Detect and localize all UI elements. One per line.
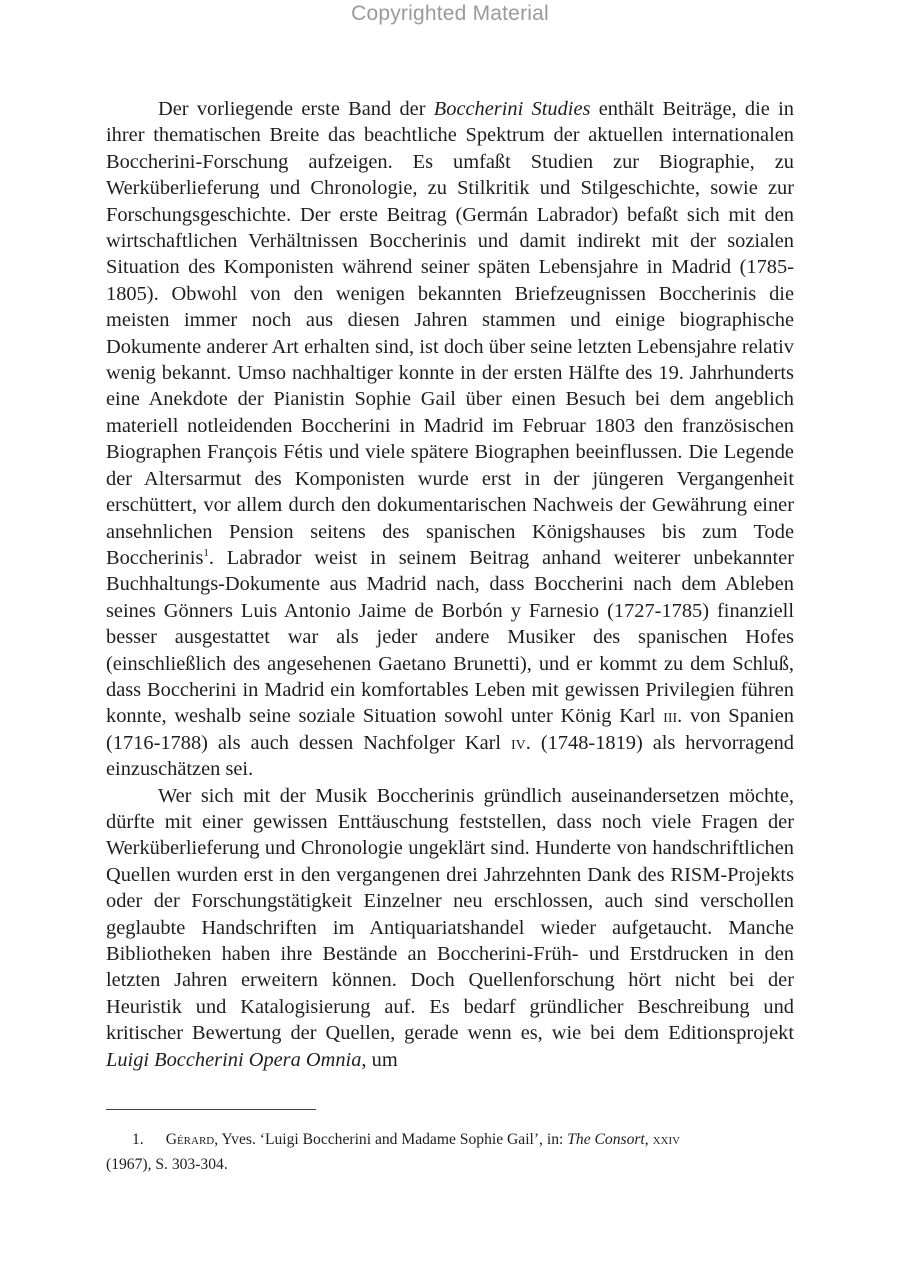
- paragraph-2-text: Wer sich mit der Musik Boccherinis gründlich auseinandersetzen möchte, dürfte mit einer gewissen Enttäuschung feststellen, dass noch viele Fragen der Werküberlieferung und Chronologie ungeklärt sind. Hunderte von handschriftlichen Quellen wurden erst in den vergangenen drei Jahrzehnten Dank des RISM-Projekts oder der Forschungstätigkeit Einzelner neu erschlossen, auch sind verschollen geglaubte Handschriften im Antiquariatshandel wieder aufgetaucht. Manche Bibliotheken haben ihre Bestände an Boccherini-Früh- und Erstdrucken in den letzten Jahren erweitern können. Doch Quellenforschung hört nicht bei der Heuristik und Katalogisierung auf. Es bedarf gründlicher Beschreibung und kritischer Bewertung der Quellen, gerade wenn es, wie bei dem Editionsprojekt: [106, 784, 794, 1045]
- footnote-text: (1967), S. 303-304.: [106, 1156, 228, 1173]
- footnote-author: Gérard: [165, 1131, 215, 1148]
- paragraph-1-text: . (1748-1819) als hervorragend einzuschätzen sei.: [106, 731, 794, 781]
- footnote-volume: xxiv: [652, 1131, 681, 1148]
- paragraph-1: [106, 96, 794, 783]
- body-text: [106, 96, 794, 1073]
- paragraph-2-text: , um: [361, 1048, 398, 1071]
- paragraph-1-text: Der vorliegende erste Band der: [158, 98, 434, 120]
- footnote-reference: 1: [203, 547, 209, 560]
- edition-title: Luigi Boccherini Opera Omnia: [106, 1048, 362, 1071]
- footnote-text: , Yves. ‘Luigi Boccherini and Madame Sophie Gail’, in:: [214, 1131, 568, 1148]
- regnal-numeral: iv: [511, 731, 526, 754]
- footnote-divider: [106, 1109, 316, 1110]
- footnote-journal: The Consort: [567, 1131, 645, 1148]
- paragraph-1-text: . Labrador weist in seinem Beitrag anhand weiterer unbekannter Buchhaltungs-Dokumente aus Madrid nach, dass Boccherini nach dem Ableben seines Gönners Luis Antonio Jaime de Borbón y Farnesio (1727-1785) finanziell besser ausgestattet war als jeder andere Musiker des spanischen Hofes (einschließlich des angesehenen Gaetano Brunetti), und er kommt zu dem Schluß, dass Boccherini in Madrid ein komfortables Leben mit gewissen Privilegien führen konnte, weshalb seine soziale Situation sowohl unter König Karl: [106, 546, 794, 728]
- paragraph-2: [106, 783, 794, 1073]
- series-title: Boccherini Studies: [433, 98, 591, 120]
- paragraph-1-text: enthält Beiträge, die in ihrer thematischen Breite das beachtliche Spektrum der aktuellen internationalen Boccherini-Forschung aufzeigen. Es umfaßt Studien zur Biographie, zu Werküberlieferung und Chronologie, zu Stilkritik und Stilgeschichte, sowie zur Forschungsgeschichte. Der erste Beitrag (Germán Labrador) befaßt sich mit den wirtschaftlichen Verhältnissen Boccherinis und damit indirekt mit der sozialen Situation des Komponisten während seiner späten Lebensjahre in Madrid (1785-1805). Obwohl von den wenigen bekannten Briefzeugnissen Boccherinis die meisten immer noch aus diesen Jahren stammen und einige biographische Dokumente anderer Art erhalten sind, ist doch über seine letzten Lebensjahre relativ wenig bekannt. Umso nachhaltiger konnte in der ersten Hälfte des 19. Jahrhunderts eine Anekdote der Pianistin Sophie Gail über einen Besuch bei dem angeblich materiell notleidenden Boccherini in Madrid im Februar 1803 den französischen Biographen François Fétis und viele spätere Biographen beeinflussen. Die Legende der Altersarmut des Komponisten wurde erst in der jüngeren Vergangenheit erschüttert, vor allem durch den dokumentarischen Nachweis der Gewährung einer ansehnlichen Pension seitens des spanischen Königshauses bis zum Tode Boccherinis: [106, 98, 794, 569]
- footnote: 1. Gérard, Yves. ‘Luigi Boccherini and Madame Sophie Gail’, in: The Consort, xxiv (1967), S. 303-304.: [106, 1127, 794, 1177]
- paragraph-1-text: . von Spanien (1716-1788) als auch dessen Nachfolger Karl: [106, 705, 794, 754]
- copyright-watermark: Copyrighted Material: [351, 2, 549, 25]
- regnal-numeral: iii: [663, 705, 678, 728]
- footnote-marker: 1.: [132, 1131, 144, 1148]
